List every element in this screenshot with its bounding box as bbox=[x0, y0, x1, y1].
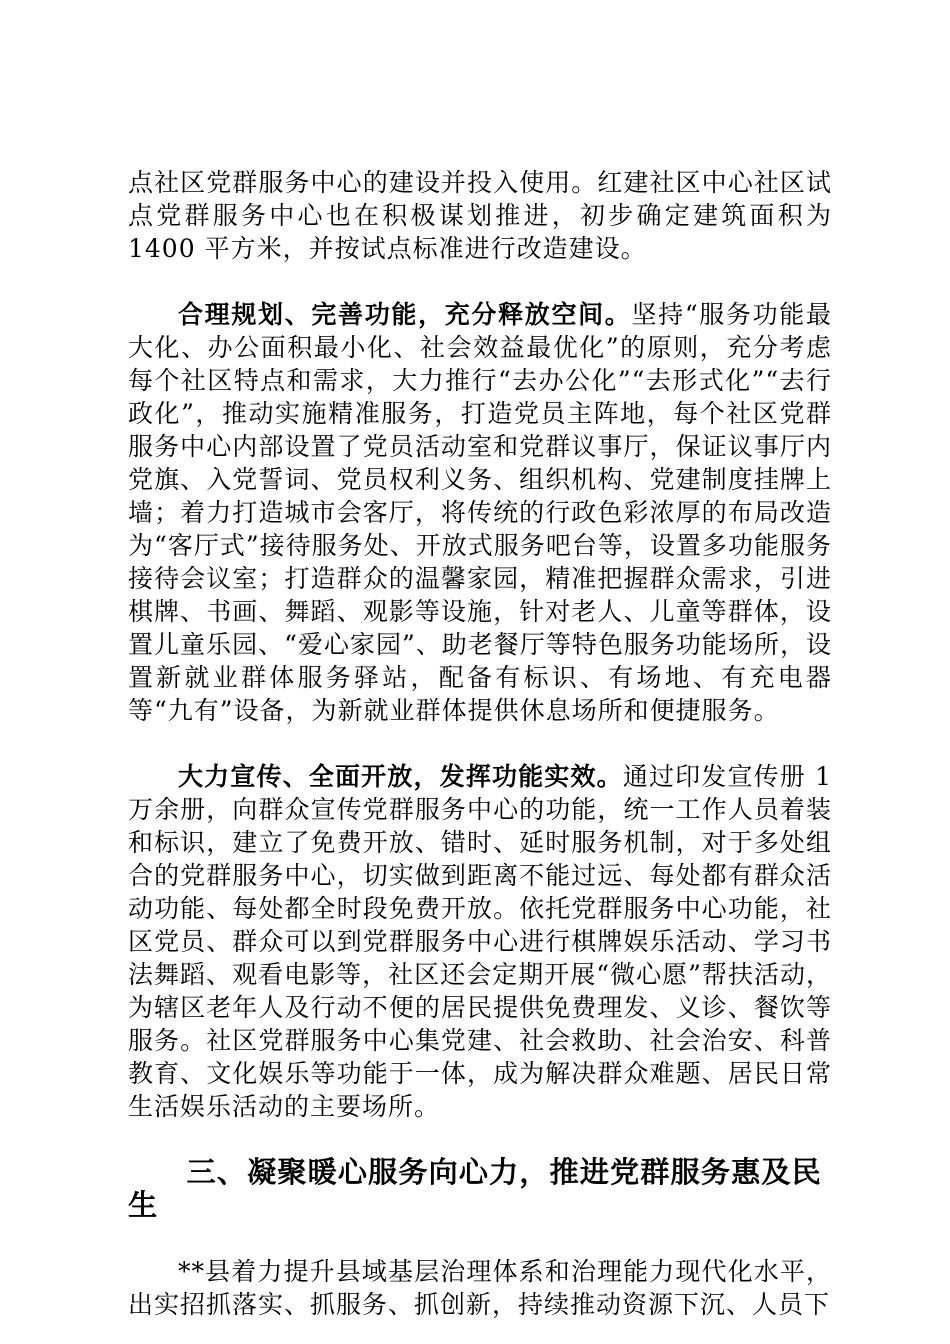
paragraph-planning bbox=[128, 298, 832, 727]
paragraph-publicity bbox=[128, 760, 832, 1123]
paragraph-body: **县着力提升县域基层治理体系和治理能力现代化水平，出实招抓落实、抓服务、抓创新，持续推动资源下沉、人员下 bbox=[128, 1257, 832, 1319]
paragraph-lead-bold: 合理规划、完善功能，充分释放空间。 bbox=[178, 300, 632, 329]
paragraph-body: 点社区党群服务中心的建设并投入使用。红建社区中心社区试点党群服务中心也在积极谋划推进，初步确定建筑面积为 1400 平方米，并按试点标准进行改造建设。 bbox=[128, 168, 832, 263]
paragraph-continuation bbox=[128, 166, 832, 265]
paragraph-body: 坚持“服务功能最大化、办公面积最小化、社会效益最优化”的原则，充分考虑每个社区特点和需求，大力推行“去办公化”“去形式化”“去行政化”，推动实施精准服务，打造党员主阵地，每个社区党群服务中心内部设置了党员活动室和党群议事厅，保证议事厅内党旗、入党誓词、党员权利义务、组织机构、党建制度挂牌上墙；着力打造城市会客厅，将传统的行政色彩浓厚的布局改造为“客厅式”接待服务处、开放式服务吧台等，设置多功能服务接待会议室；打造群众的温馨家园，精准把握群众需求，引进棋牌、书画、舞蹈、观影等设施，针对老人、儿童等群体，设置儿童乐园、“爱心家园”、助老餐厅等特色服务功能场所，设置新就业群体服务驿站，配备有标识、有场地、有充电器等“九有”设备，为新就业群体提供休息场所和便捷服务。 bbox=[128, 300, 832, 725]
paragraph-body: 通过印发宣传册 1 万余册，向群众宣传党群服务中心的功能，统一工作人员着装和标识，建立了免费开放、错时、延时服务机制，对于多处组合的党群服务中心，切实做到距离不能过远、每处都有群众活动功能、每处都全时段免费开放。依托党群服务中心功能，社区党员、群众可以到党群服务中心进行棋牌娱乐活动、学习书法舞蹈、观看电影等，社区还会定期开展“微心愿”帮扶活动，为辖区老年人及行动不便的居民提供免费理发、义诊、餐饮等服务。社区党群服务中心集党建、社会救助、社会治安、科普教育、文化娱乐等功能于一体，成为解决群众难题、居民日常生活娱乐活动的主要场所。 bbox=[128, 762, 832, 1121]
paragraph-lead-bold: 大力宣传、全面开放，发挥功能实效。 bbox=[178, 762, 623, 791]
document-page bbox=[128, 166, 832, 1321]
paragraph-county bbox=[128, 1255, 832, 1321]
section-heading: 三、凝聚暖心服务向心力，推进党群服务惠及民生 bbox=[128, 1155, 822, 1222]
